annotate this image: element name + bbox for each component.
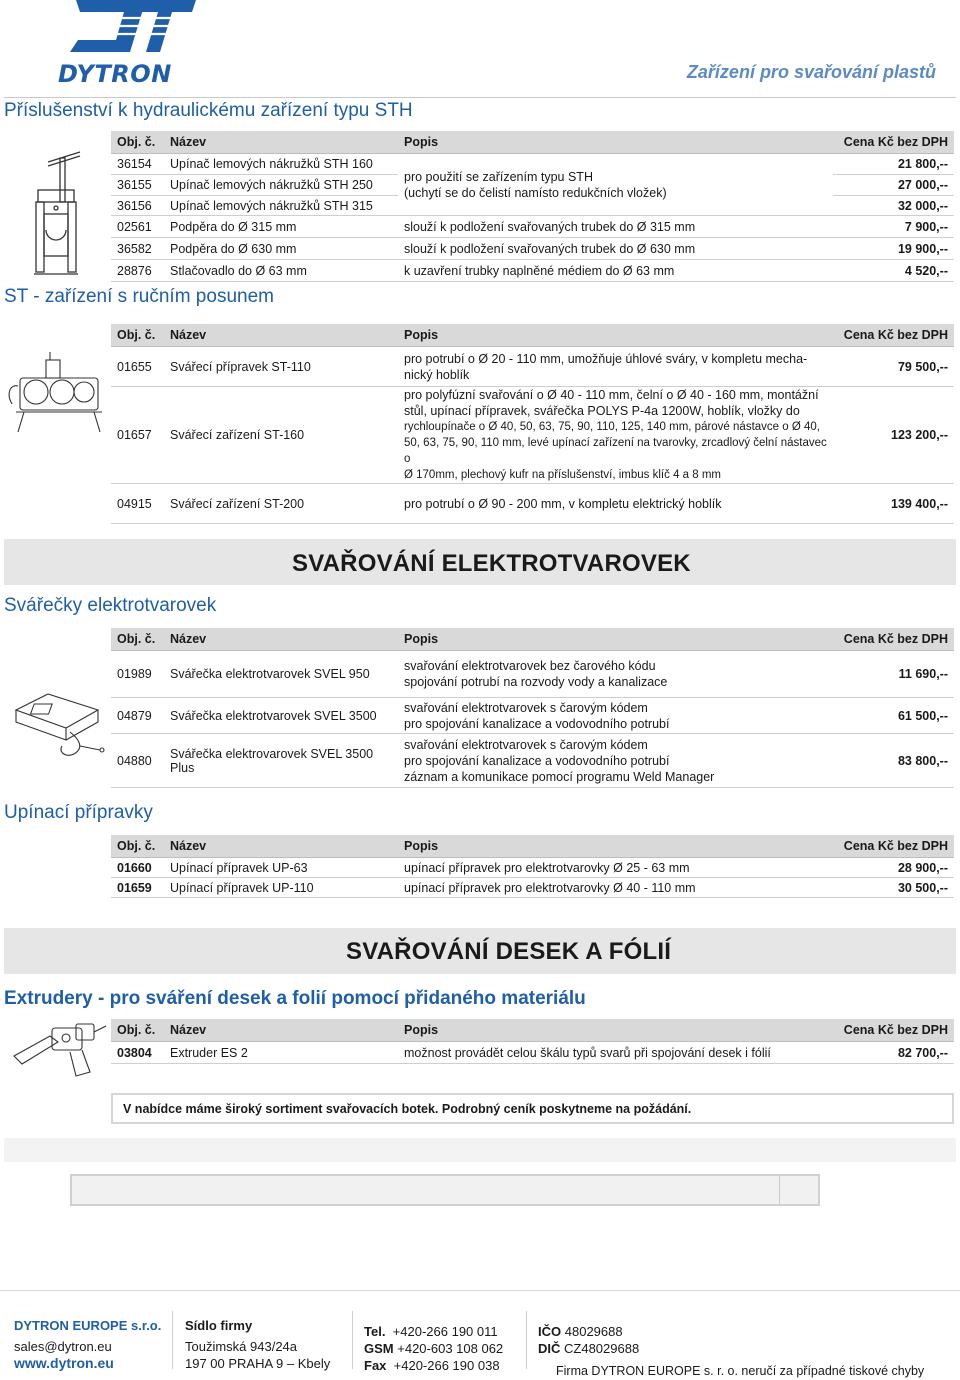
item-price: 123 200,-- xyxy=(833,387,954,484)
desc-line: (uchytí se do čelistí namísto redukčních vložek) xyxy=(404,185,667,200)
table-row xyxy=(111,347,954,387)
item-code: 04879 xyxy=(111,698,164,734)
company-name: DYTRON EUROPE s.r.o. xyxy=(14,1318,162,1333)
section-title-extruders: Extrudery - pro sváření desek a folií pomocí přidaného materiálu xyxy=(4,988,586,1009)
item-name: Podpěra do Ø 630 mm xyxy=(164,238,398,260)
item-name: Upínač lemových nákružků STH 160 xyxy=(164,154,398,175)
item-name: Upínací přípravek UP-63 xyxy=(164,858,398,878)
desc-line: svařování elektrotvarovek bez čarového kódu xyxy=(404,659,656,673)
item-name: Svářecí zařízení ST-160 xyxy=(164,387,398,484)
item-code: 01657 xyxy=(111,387,164,484)
desc-line: pro potrubí o Ø 90 - 200 mm, v kompletu elektrický hoblík xyxy=(404,496,722,511)
col-price: Cena Kč bez DPH xyxy=(833,131,954,154)
item-code: 36155 xyxy=(111,175,164,196)
col-name: Název xyxy=(164,131,398,154)
item-name: Svářecí zařízení ST-200 xyxy=(164,484,398,524)
header-divider xyxy=(4,97,956,98)
table-row xyxy=(111,734,954,788)
item-price: 82 700,-- xyxy=(833,1042,954,1064)
web-link[interactable]: www.dytron.eu xyxy=(14,1355,114,1371)
gsm-label: GSM xyxy=(364,1341,394,1356)
st-manual-table xyxy=(111,324,954,524)
tel-number: +420-266 190 011 xyxy=(392,1324,498,1339)
footer-ids xyxy=(538,1323,639,1357)
brand-name: DYTRON xyxy=(58,60,172,88)
item-name: Svářečka elektrotvarovek SVEL 3500 xyxy=(164,698,398,734)
item-code: 36154 xyxy=(111,154,164,175)
desc-line: nický hoblík xyxy=(404,367,470,382)
col-name: Název xyxy=(164,1019,398,1042)
desc-line: záznam a komunikace pomocí programu Weld Manager xyxy=(404,769,715,784)
desc-line: spojování potrubí na rozvody vody a kanalizace xyxy=(404,675,668,689)
page-category: Zařízení pro svařování plastů xyxy=(686,62,936,82)
item-code: 01989 xyxy=(111,651,164,698)
footer-contacts xyxy=(364,1323,503,1374)
col-code: Obj. č. xyxy=(111,324,164,347)
footer-disclaimer: Firma DYTRON EUROPE s. r. o. neručí za případné tiskové chyby xyxy=(556,1364,925,1378)
table-header-row xyxy=(111,628,954,651)
table-row xyxy=(111,154,954,175)
empty-box xyxy=(70,1174,820,1206)
section-title-st: ST - zařízení s ručním posunem xyxy=(4,286,274,307)
table-header-row xyxy=(111,324,954,347)
tel-label: Tel. xyxy=(364,1324,386,1339)
desc-line: svařování elektrotvarovek s čarovým kódem xyxy=(404,700,648,715)
clamps-table xyxy=(111,835,954,898)
desc-line: pro použití se zařízením typu STH xyxy=(404,169,593,184)
item-price: 79 500,-- xyxy=(833,347,954,387)
item-desc: upínací přípravek pro elektrotvarovky Ø 25 - 63 mm xyxy=(398,858,833,878)
col-code: Obj. č. xyxy=(111,628,164,651)
electrofusion-welder-illustration xyxy=(8,688,108,760)
item-name: Upínací přípravek UP-110 xyxy=(164,878,398,898)
col-code: Obj. č. xyxy=(111,1019,164,1042)
st-welding-machine-illustration xyxy=(6,350,108,440)
item-code: 36582 xyxy=(111,238,164,260)
section-title-clamps: Upínací přípravky xyxy=(4,802,153,823)
desc-line: svařování elektrotvarovek s čarovým kódem xyxy=(404,737,648,752)
item-price: 19 900,-- xyxy=(833,238,954,260)
item-desc: možnost provádět celou škálu typů svarů při spojování desek i fólií xyxy=(398,1042,833,1064)
item-price: 21 800,-- xyxy=(833,154,954,175)
col-desc: Popis xyxy=(398,1019,833,1042)
table-header-row xyxy=(111,131,954,154)
col-code: Obj. č. xyxy=(111,131,164,154)
sth-clamp-illustration xyxy=(18,150,106,282)
ico-label: IČO xyxy=(538,1324,562,1339)
item-code: 28876 xyxy=(111,260,164,282)
table-row xyxy=(111,484,954,524)
ico-value: 48029688 xyxy=(564,1324,623,1339)
item-price: 27 000,-- xyxy=(833,175,954,196)
fax-number: +420-266 190 038 xyxy=(393,1358,500,1373)
extruders-table xyxy=(111,1019,954,1064)
table-row xyxy=(111,1042,954,1064)
desc-line: pro spojování kanalizace a vodovodního potrubí xyxy=(404,753,670,768)
welders-table xyxy=(111,628,954,788)
item-price: 83 800,-- xyxy=(833,734,954,788)
table-row xyxy=(111,651,954,698)
item-code: 36156 xyxy=(111,196,164,216)
item-desc xyxy=(398,347,833,387)
col-code: Obj. č. xyxy=(111,835,164,858)
desc-line: 50, 63, 75, 90, 110 mm, levé upínací zařízení na tvarovky, zrcadlový čelní nástavec o xyxy=(404,437,827,465)
table-row xyxy=(111,878,954,898)
item-code: 04880 xyxy=(111,734,164,788)
dic-value: CZ48029688 xyxy=(564,1341,640,1356)
dic-label: DIČ xyxy=(538,1341,561,1356)
desc-line: rychloupínače o Ø 40, 50, 63, 75, 90, 110, 125, 140 mm, párové nástavce o Ø 40, xyxy=(404,421,820,433)
item-name: Upínač lemových nákružků STH 250 xyxy=(164,175,398,196)
table-row xyxy=(111,698,954,734)
item-price: 7 900,-- xyxy=(833,216,954,238)
item-name: Stlačovadlo do Ø 63 mm xyxy=(164,260,398,282)
col-price: Cena Kč bez DPH xyxy=(833,324,954,347)
item-code: 04915 xyxy=(111,484,164,524)
col-desc: Popis xyxy=(398,628,833,651)
item-price: 32 000,-- xyxy=(833,196,954,216)
sth-accessories-table xyxy=(111,131,954,282)
item-price: 28 900,-- xyxy=(833,858,954,878)
table-header-row xyxy=(111,1019,954,1042)
item-name: Extruder ES 2 xyxy=(164,1042,398,1064)
col-price: Cena Kč bez DPH xyxy=(833,1019,954,1042)
desc-line: pro polyfúzní svařování o Ø 40 - 110 mm, čelní o Ø 40 - 160 mm, montážní xyxy=(404,388,819,402)
desc-line: Ø 170mm, plechový kufr na příslušenství, imbus klíč 4 a 8 mm xyxy=(404,469,722,481)
footer-address xyxy=(185,1317,330,1372)
item-price: 61 500,-- xyxy=(833,698,954,734)
item-desc xyxy=(398,698,833,734)
item-desc: slouží k podložení svařovaných trubek do Ø 630 mm xyxy=(398,238,833,260)
item-desc: k uzavření trubky naplněné médiem do Ø 63 mm xyxy=(398,260,833,282)
item-code: 01655 xyxy=(111,347,164,387)
fax-label: Fax xyxy=(364,1358,387,1373)
col-desc: Popis xyxy=(398,835,833,858)
item-desc xyxy=(398,484,833,524)
welding-shoes-note: V nabídce máme široký sortiment svařovacích botek. Podrobný ceník poskytneme na požádání. xyxy=(111,1093,954,1124)
city: 197 00 PRAHA 9 – Kbely xyxy=(185,1356,331,1371)
item-desc: slouží k podložení svařovaných trubek do Ø 315 mm xyxy=(398,216,833,238)
col-name: Název xyxy=(164,628,398,651)
item-price: 11 690,-- xyxy=(833,651,954,698)
item-name: Svářečka elektrotvarovek SVEL 950 xyxy=(164,651,398,698)
section-title-sth: Příslušenství k hydraulickému zařízení typu STH xyxy=(4,100,413,121)
item-price: 139 400,-- xyxy=(833,484,954,524)
item-name: Upínač lemových nákružků STH 315 xyxy=(164,196,398,216)
table-row xyxy=(111,238,954,260)
item-name: Podpěra do Ø 315 mm xyxy=(164,216,398,238)
banner-title-electrofusion: SVAŘOVÁNÍ ELEKTROTVAROVEK xyxy=(292,550,691,577)
desc-line: pro potrubí o Ø 20 - 110 mm, umožňuje úhlové sváry, v kompletu mecha- xyxy=(404,351,808,366)
table-row xyxy=(111,260,954,282)
item-desc xyxy=(398,387,833,484)
item-name: Svářečka elektrovarovek SVEL 3500 Plus xyxy=(164,734,398,788)
col-desc: Popis xyxy=(398,324,833,347)
item-name: Svářecí přípravek ST-110 xyxy=(164,347,398,387)
col-desc: Popis xyxy=(398,131,833,154)
footer xyxy=(0,1290,960,1380)
gsm-number: +420-603 108 062 xyxy=(397,1341,504,1356)
table-row xyxy=(111,216,954,238)
seat-label: Sídlo firmy xyxy=(185,1318,253,1333)
item-price: 4 520,-- xyxy=(833,260,954,282)
col-name: Název xyxy=(164,324,398,347)
table-row xyxy=(111,387,954,484)
street: Toužimská 943/24a xyxy=(185,1339,298,1354)
table-header-row xyxy=(111,835,954,858)
item-code: 03804 xyxy=(111,1042,164,1064)
item-code: 02561 xyxy=(111,216,164,238)
col-price: Cena Kč bez DPH xyxy=(833,628,954,651)
desc-line: pro spojování kanalizace a vodovodního potrubí xyxy=(404,716,670,731)
item-price: 30 500,-- xyxy=(833,878,954,898)
email-link[interactable]: sales@dytron.eu xyxy=(14,1339,112,1354)
item-desc: upínací přípravek pro elektrotvarovky Ø 40 - 110 mm xyxy=(398,878,833,898)
item-desc xyxy=(398,651,833,698)
table-row xyxy=(111,858,954,878)
item-code: 01660 xyxy=(111,858,164,878)
item-desc xyxy=(398,154,833,216)
footer-company xyxy=(14,1317,161,1372)
banner-title-sheets-foils: SVAŘOVÁNÍ DESEK A FÓLIÍ xyxy=(346,938,672,965)
item-code: 01659 xyxy=(111,878,164,898)
desc-line: stůl, upínací přípravek, svářečka POLYS P-4a 1200W, hoblík, vložky do xyxy=(404,404,800,418)
item-desc xyxy=(398,734,833,788)
section-title-welders: Svářečky elektrotvarovek xyxy=(4,595,217,616)
background-strip xyxy=(4,1138,956,1162)
extruder-illustration xyxy=(10,1016,108,1084)
col-name: Název xyxy=(164,835,398,858)
col-price: Cena Kč bez DPH xyxy=(833,835,954,858)
